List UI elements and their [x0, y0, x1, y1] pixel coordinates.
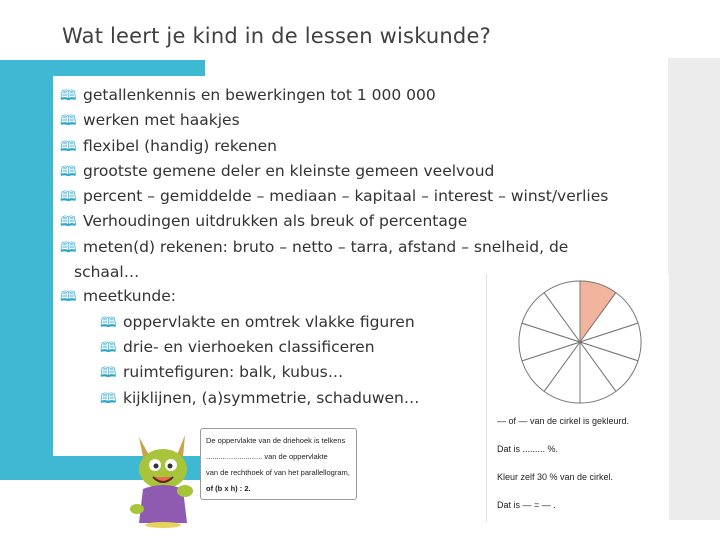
bullet-continuation: schaal…	[74, 263, 140, 282]
book-icon: 🕮	[60, 289, 77, 306]
right-gray-strip	[668, 58, 720, 520]
worksheet-image	[486, 274, 669, 522]
sub-bullet-item: 🕮 drie- en vierhoeken classificeren	[60, 335, 660, 360]
bullet-item: 🕮 grootste gemene deler en kleinste gemeen veelvoud	[60, 159, 660, 184]
bubble-line: ........................... van de oppervlakte	[206, 452, 328, 461]
sub-bullet-item: 🕮 oppervlakte en omtrek vlakke figuren	[60, 310, 660, 335]
book-icon: 🕮	[60, 138, 77, 155]
book-icon: 🕮	[100, 365, 117, 382]
pie-circle	[487, 274, 669, 414]
book-icon: 🕮	[60, 88, 77, 104]
bullet-item: 🕮 werken met haakjes	[60, 108, 660, 133]
bubble-line: of (b x h) : 2.	[206, 484, 251, 493]
bubble-line: van de rechthoek of van het parallellogram,	[206, 468, 350, 477]
worksheet-line: Kleur zelf 30 % van de cirkel.	[497, 472, 614, 482]
pie-slices	[519, 281, 641, 403]
book-icon: 🕮	[100, 339, 117, 356]
bullet-item: 🕮 percent – gemiddelde – mediaan – kapitaal – interest – winst/verlies	[60, 184, 660, 209]
book-icon: 🕮	[60, 214, 77, 231]
bullet-item: 🕮 meten(d) rekenen: bruto – netto – tarra, afstand – snelheid, de	[60, 235, 660, 260]
slide-title: Wat leert je kind in de lessen wiskunde?	[62, 24, 491, 48]
sub-bullet-item: 🕮 ruimtefiguren: balk, kubus…	[60, 360, 660, 385]
bullet-item: 🕮 getallenkennis en bewerkingen tot 1 000 000	[60, 83, 660, 108]
book-icon: 🕮	[60, 189, 77, 206]
monster-mascot-illustration	[125, 433, 203, 528]
book-icon: 🕮	[60, 239, 77, 256]
sub-bullet-item: 🕮 kijklijnen, (a)symmetrie, schaduwen…	[60, 386, 660, 411]
bullet-item: 🕮 Verhoudingen uitdrukken als breuk of percentage	[60, 209, 660, 234]
book-icon: 🕮	[60, 163, 77, 180]
book-icon: 🕮	[100, 390, 117, 407]
bubble-line: De oppervlakte van de driehoek is telkens	[206, 436, 346, 445]
bullet-item: 🕮 meetkunde:	[60, 284, 660, 309]
worksheet-line: — of — van de cirkel is gekleurd.	[497, 416, 630, 426]
worksheet-line: Dat is ......... %.	[497, 444, 559, 454]
bullet-item: 🕮 flexibel (handig) rekenen	[60, 134, 660, 159]
book-icon: 🕮	[100, 314, 117, 331]
worksheet-line: Dat is — = — .	[497, 500, 556, 510]
book-icon: 🕮	[60, 113, 77, 130]
